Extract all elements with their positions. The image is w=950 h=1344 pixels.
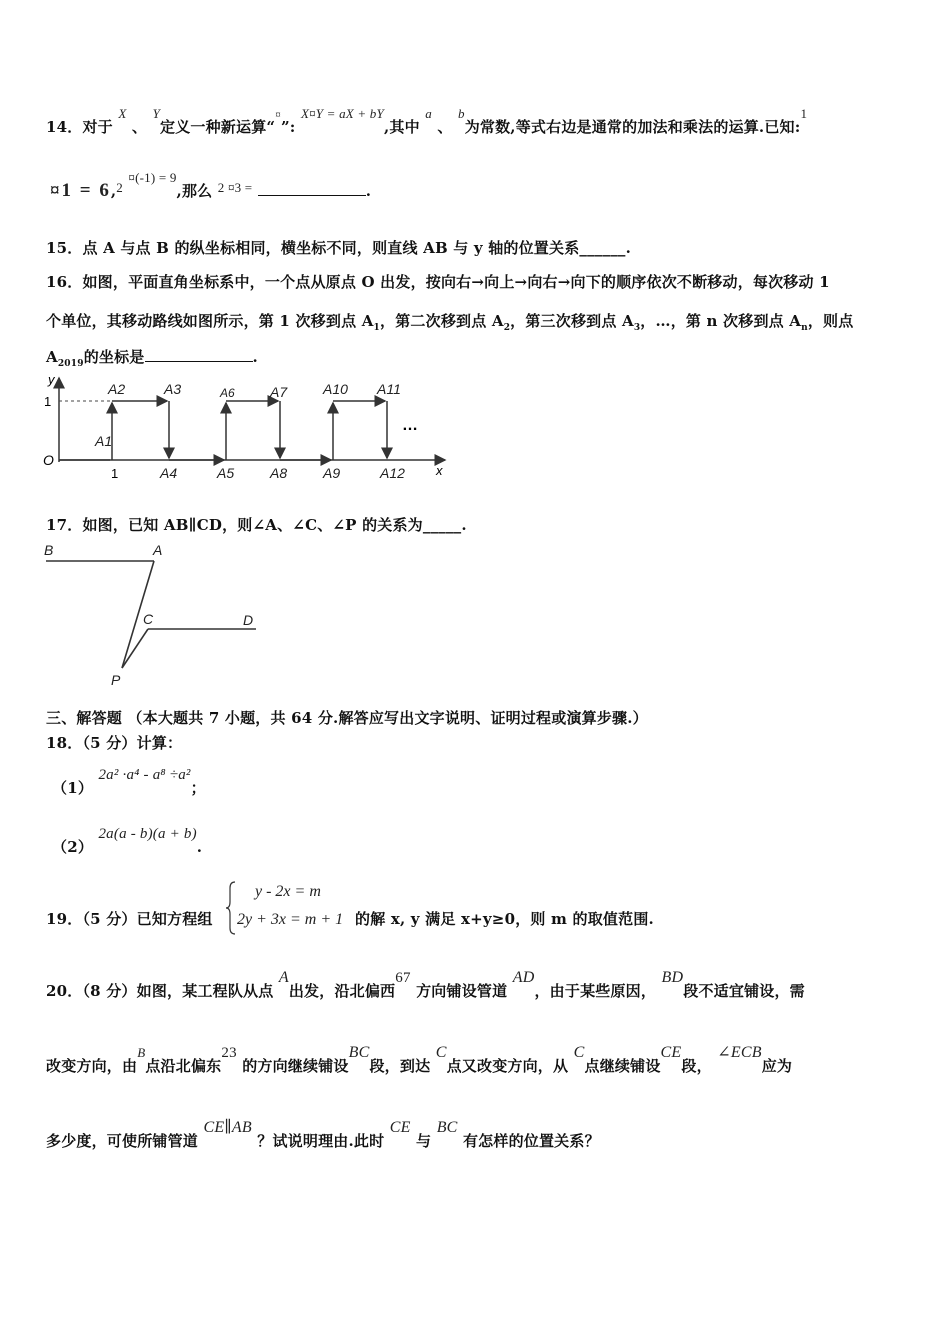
q14-var-x: X (118, 106, 127, 121)
q16-answer-blank[interactable] (145, 347, 253, 362)
label-A12: A12 (380, 465, 405, 481)
brace-icon (225, 880, 237, 936)
q20-segment-CE: CE (389, 1119, 411, 1136)
q20-segment-BD: BD (661, 969, 684, 986)
label-C: C (143, 611, 154, 627)
q19-equation2: 2y + 3x = m + 1 (237, 911, 344, 928)
q20-line2 (46, 1044, 793, 1076)
q14-text: 定义一种新运算“ (160, 118, 276, 136)
q20-segment-BC: BC (436, 1119, 458, 1136)
label-A9: A9 (323, 465, 341, 481)
q20-text: ，由于某些原因， (534, 982, 657, 1000)
q20-text: 段， (681, 1057, 712, 1075)
label-A4: A4 (160, 465, 178, 481)
q14-sep: 、 (131, 118, 148, 136)
q20-text: 的方向继续铺设 (242, 1057, 349, 1075)
q17-text: 17．如图，已知 AB∥CD，则∠A、∠C、∠P 的关系为_____. (46, 516, 467, 534)
label-P: P (111, 672, 121, 688)
q20-text: 段不适宜铺设，需 (683, 982, 805, 1000)
q20-point-B: B (137, 1045, 146, 1060)
q20-text: 出发，沿北偏西 (288, 982, 396, 1000)
q16-line1: 16．如图，平面直角坐标系中，一个点从原点 O 出发，按向右→向上→向右→向下的顺序依次不断移动，每次移动 1 (46, 273, 830, 291)
q16-line2 (46, 310, 853, 333)
label-A10: A10 (323, 381, 348, 397)
label-x: x (436, 463, 443, 478)
q14-text: ”: (280, 118, 296, 136)
q16-figure (40, 372, 460, 484)
q16-sub: 2019 (57, 359, 84, 369)
q20-text: 有怎样的位置关系？ (462, 1132, 600, 1150)
q20-point-A: A (278, 969, 289, 986)
q20-angle-23: 23 (221, 1045, 237, 1061)
q16-sub: 1 (373, 323, 381, 333)
label-A6: A6 (220, 386, 235, 400)
q18-part1-label: （1） (52, 779, 94, 797)
q14-text: ,其中 (383, 118, 420, 136)
q20-text: 点又改变方向，从 (446, 1057, 569, 1075)
q14-given-1: ¤1 = 6 (50, 180, 111, 201)
q14-definition: X¤Y = aX + bY (300, 106, 384, 121)
label-A11: A11 (377, 381, 401, 397)
q16-text: ，则点 (807, 312, 854, 330)
q20-line1 (46, 969, 805, 1001)
label-D: D (243, 612, 254, 628)
label-A1: A1 (95, 433, 113, 449)
label-A7: A7 (270, 384, 288, 400)
label-dots: … (402, 417, 418, 434)
q20-text: 段，到达 (369, 1057, 431, 1075)
q20-text: ？试说明理由.此时 (257, 1132, 385, 1150)
q16-text: A (46, 348, 58, 366)
q20-text: 方向铺设管道 (416, 982, 508, 1000)
q14-var-b: b (458, 106, 465, 121)
q20-angle-ECB: ∠ECB (717, 1044, 762, 1061)
q20-text: 与 (416, 1132, 432, 1150)
line-CP (122, 629, 148, 668)
label-O: O (43, 452, 54, 468)
q16-sub: 2 (503, 323, 511, 333)
q18-part1 (52, 767, 206, 798)
label-B: B (44, 542, 54, 558)
q20-point-C: C (435, 1044, 447, 1061)
label-one-x: 1 (111, 466, 119, 481)
q14-text: 为常数,等式右边是通常的加法和乘法的运算.已知: (464, 118, 801, 136)
q14-text: ,那么 (176, 182, 213, 200)
q14-operator: ¤ (275, 109, 281, 121)
q14-sep: 、 (437, 118, 453, 136)
q18-text: . (196, 838, 203, 856)
q16-line3 (46, 346, 258, 369)
q16-text: ，第二次移到点 A (380, 312, 504, 330)
q18-head: 18．（5 分）计算： (46, 734, 183, 752)
q20-text: 点继续铺设 (584, 1057, 661, 1075)
q16-text: ，…，第 n 次移到点 A (640, 312, 802, 330)
label-A2: A2 (108, 381, 126, 397)
q19-system (225, 880, 355, 936)
q20-text: 点沿北偏东 (145, 1057, 222, 1075)
q14-var-a: a (425, 106, 432, 121)
q20-point-C: C (573, 1044, 585, 1061)
q17-figure (40, 540, 270, 690)
q19-equation1: y - 2x = m (255, 883, 321, 900)
q18-expression2: 2a(a - b)(a + b) (98, 826, 197, 842)
q14-text: . (365, 182, 372, 200)
label-A: A (153, 542, 163, 558)
q18-part2 (52, 826, 203, 857)
q20-segment-CE: CE (660, 1044, 682, 1061)
q16-text: 的坐标是 (83, 348, 145, 366)
q16-sub: n (801, 323, 808, 333)
q16-text: ，第三次移到点 A (510, 312, 634, 330)
q14-given-2a: 2 (116, 180, 123, 195)
q14-one: 1 (800, 106, 808, 121)
q15-text: 15．点 A 与点 B 的纵坐标相同，横坐标不同，则直线 AB 与 y 轴的位置关系______. (46, 239, 632, 257)
label-one-y: 1 (44, 394, 52, 409)
q20-segment-AD: AD (512, 969, 535, 986)
q14-given-2b: ¤(-1) = 9 (128, 170, 177, 185)
q14-number: 14． (46, 118, 83, 136)
q14-var-y: Y (152, 106, 160, 121)
section3-title: 三、解答题 （本大题共 7 小题，共 64 分.解答应写出文字说明、证明过程或演算步骤.） (46, 709, 648, 727)
q20-text: 应为 (761, 1057, 793, 1075)
q16-text: 个单位，其移动路线如图所示，第 1 次移到点 A (46, 312, 374, 330)
q16-sub: 3 (633, 323, 641, 333)
q19-tail: 的解 x, y 满足 x+y≥0，则 m 的取值范围. (355, 910, 654, 928)
q14-line1 (46, 106, 808, 137)
q19-head: 19．（5 分）已知方程组 (46, 910, 213, 928)
label-A3: A3 (164, 381, 182, 397)
q18-text: ； (190, 779, 206, 797)
q20-parallel-CE-AB: CE∥AB (203, 1119, 252, 1136)
q18-expression1: 2a² ·a⁴ - a⁸ ÷a² (98, 767, 191, 783)
label-y: y (48, 372, 55, 387)
q14-text: , (110, 182, 117, 200)
q14-text: 对于 (82, 118, 113, 136)
q14-answer-blank[interactable] (258, 181, 366, 196)
q20-text: 多少度，可使所铺管道 (46, 1132, 199, 1150)
q14-question: 2 ¤3 = (217, 180, 253, 195)
label-A8: A8 (270, 465, 288, 481)
label-A5: A5 (217, 465, 235, 481)
q20-line3 (46, 1119, 600, 1151)
q20-angle-67: 67 (395, 970, 411, 986)
q14-line2 (50, 170, 372, 202)
q20-text: 20．（8 分）如图，某工程队从点 (46, 982, 274, 1000)
q20-segment-BC: BC (348, 1044, 370, 1061)
q20-text: 改变方向，由 (46, 1057, 138, 1075)
q18-part2-label: （2） (52, 838, 94, 856)
q16-text: . (252, 348, 258, 366)
